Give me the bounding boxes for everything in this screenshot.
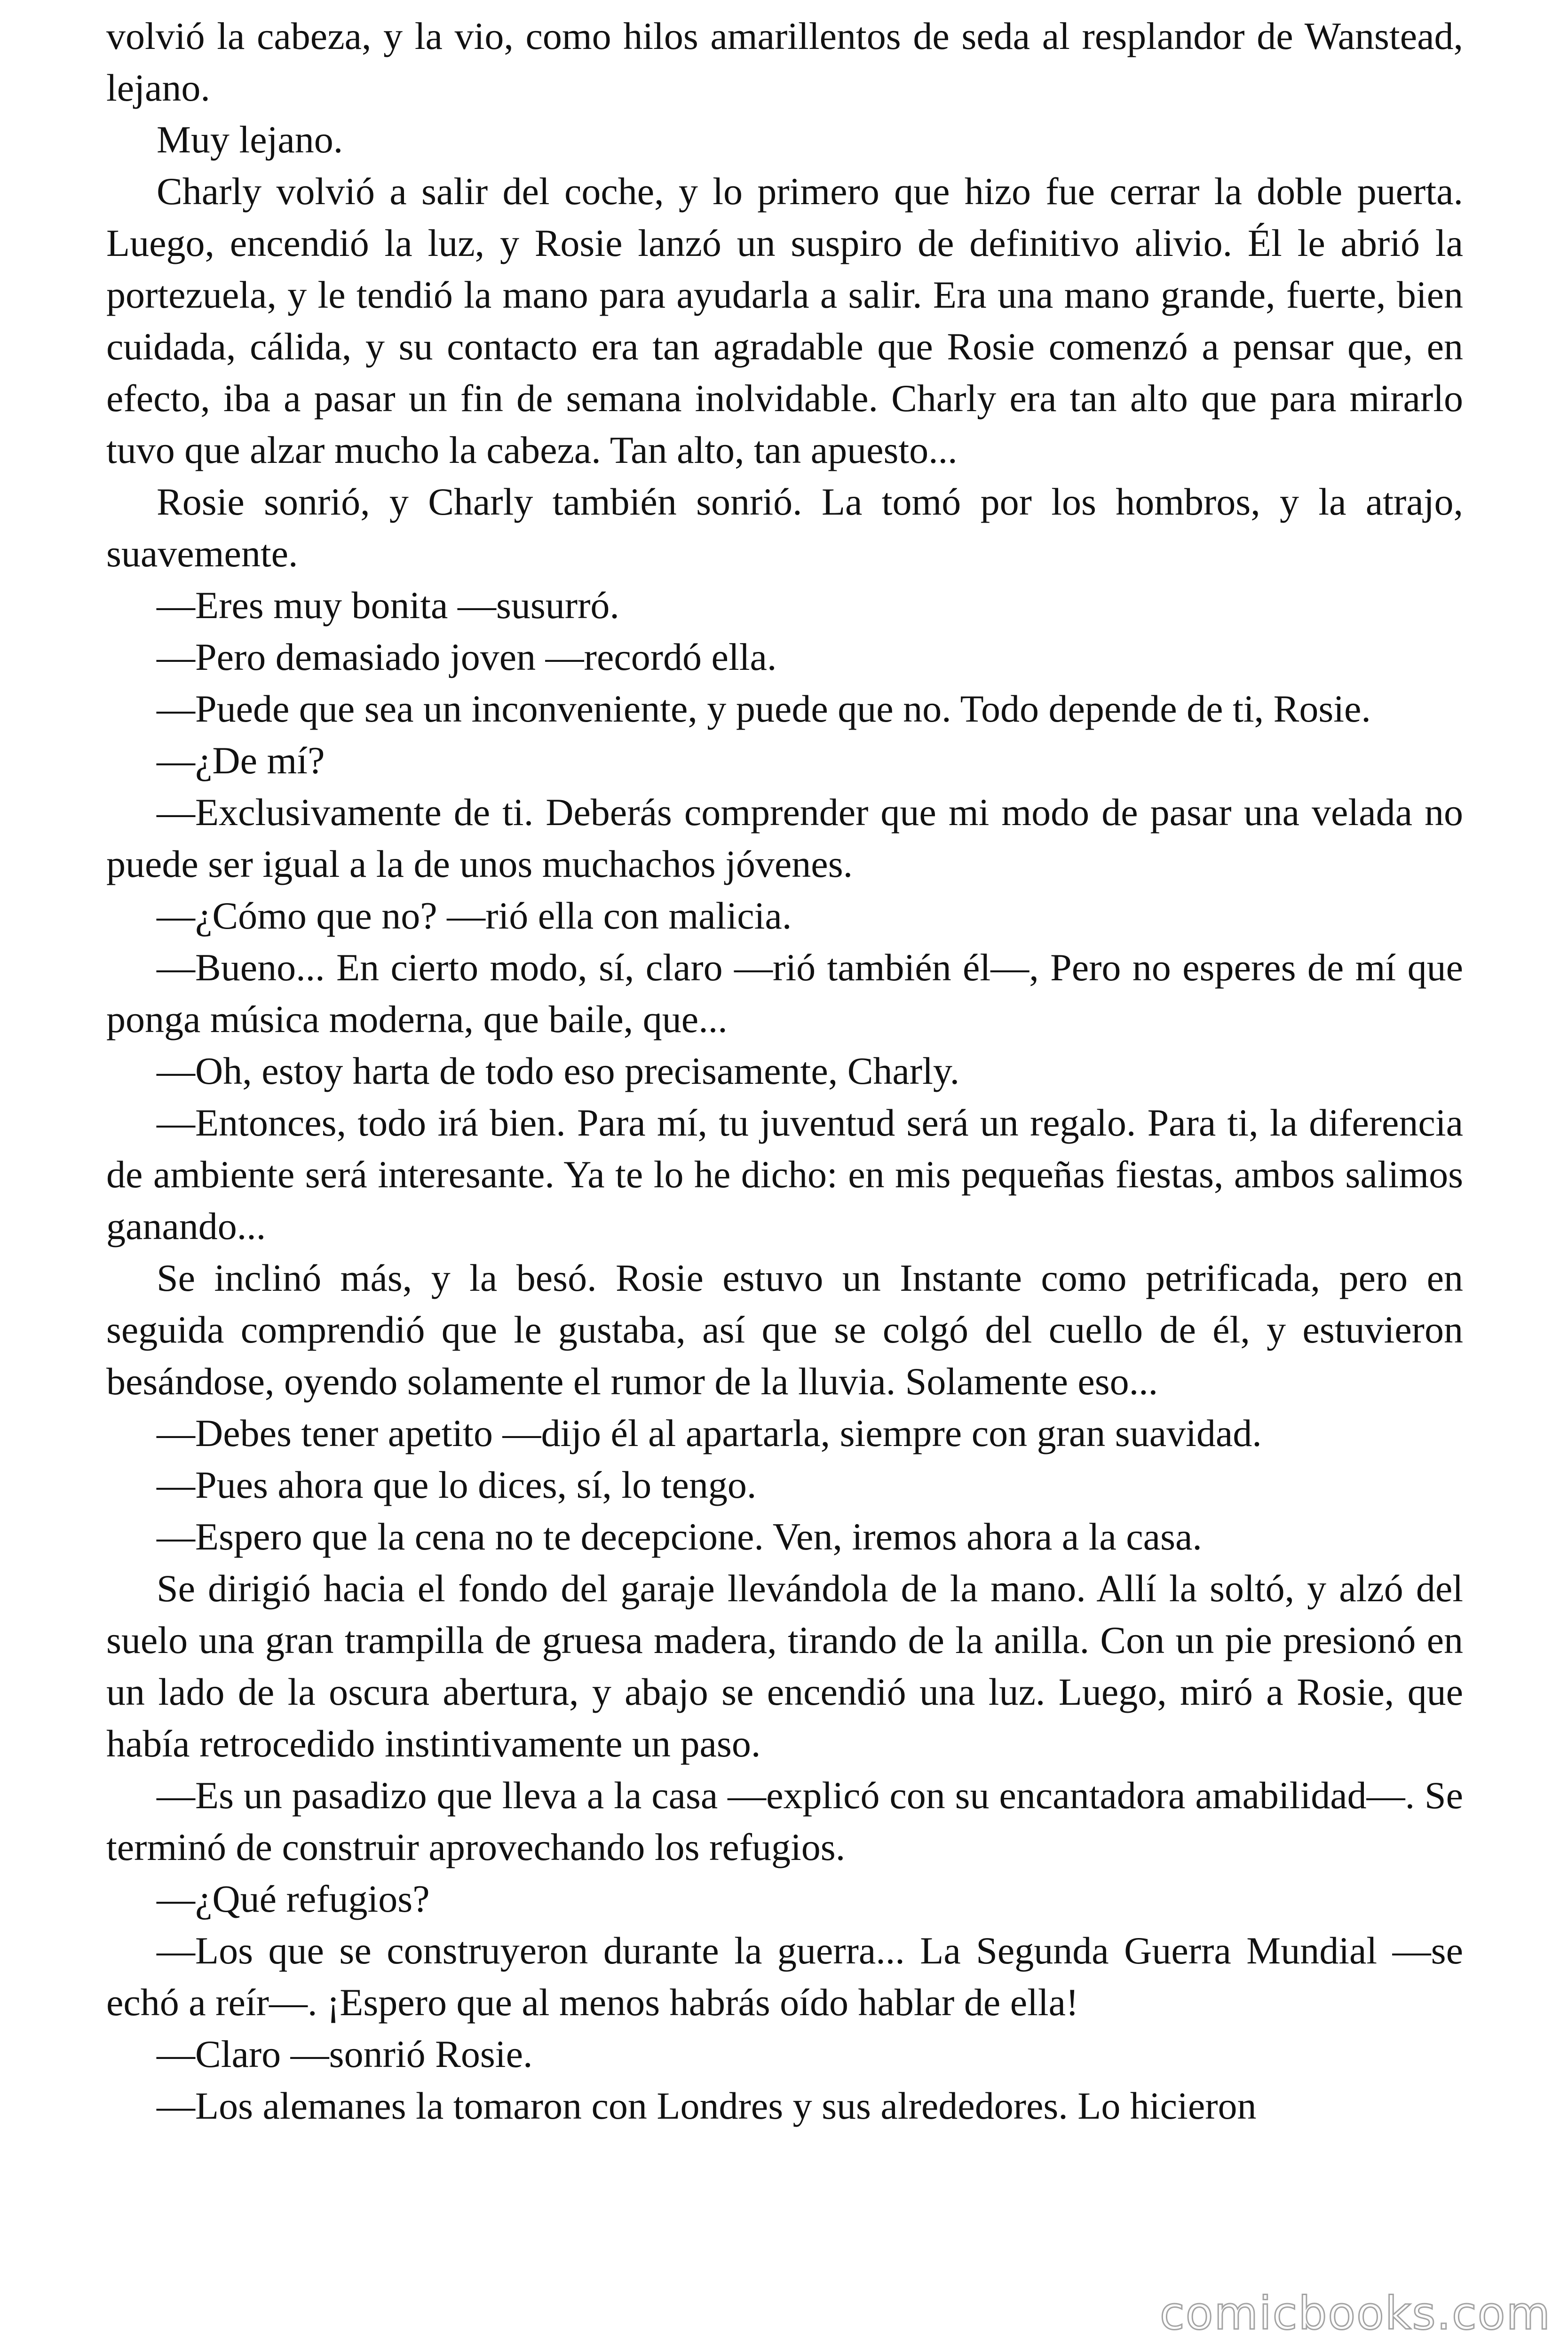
paragraph: Se dirigió hacia el fondo del garaje llevándola de la mano. Allí la soltó, y alzó del suelo una gran trampilla de gruesa madera, tirando de la anilla. Con un pie presionó en un lado de la oscura abertura, y abajo se encendió una luz. Luego, miró a Rosie, que había retrocedido instintivamente un paso. [106, 1567, 1463, 1765]
watermark: comicbooks.com [1157, 2287, 1554, 2340]
paragraph: Muy lejano. [157, 118, 343, 161]
dialogue-line: —Los que se construyeron durante la guerra... La Segunda Guerra Mundial —se echó a reír—. ¡Espero que al menos habrás oído hablar de ella! [106, 1929, 1463, 2024]
dialogue-line: —Eres muy bonita —susurró. [157, 584, 619, 627]
dialogue-line: —Claro —sonrió Rosie. [157, 2033, 533, 2075]
dialogue-line: —Pues ahora que lo dices, sí, lo tengo. [157, 1463, 757, 1506]
paragraph: Charly volvió a salir del coche, y lo primero que hizo fue cerrar la doble puerta. Luego, encendió la luz, y Rosie lanzó un suspiro de definitivo alivio. Él le abrió la portezuela, y le tendió la mano para ayudarla a salir. Era una mano grande, fuerte, bien cuidada, cálida, y su contacto era tan agradable que Rosie comenzó a pensar que, en efecto, iba a pasar un fin de semana inolvidable. Charly era tan alto que para mirarlo tuvo que alzar mucho la cabeza. Tan alto, tan apuesto... [106, 170, 1463, 471]
dialogue-line: —Espero que la cena no te decepcione. Ven, iremos ahora a la casa. [157, 1515, 1202, 1558]
dialogue-line: —Es un pasadizo que lleva a la casa —explicó con su encantadora amabilidad—. Se terminó de construir aprovechando los refugios. [106, 1774, 1463, 1868]
text-column [106, 10, 1463, 2132]
paragraph: Se inclinó más, y la besó. Rosie estuvo un Instante como petrificada, pero en seguida comprendió que le gustaba, así que se colgó del cuello de él, y estuvieron besándose, oyendo solamente el rumor de la lluvia. Solamente eso... [106, 1256, 1463, 1403]
dialogue-line: —Puede que sea un inconveniente, y puede que no. Todo depende de ti, Rosie. [157, 687, 1371, 730]
paragraph: volvió la cabeza, y la vio, como hilos amarillentos de seda al resplandor de Wanstead, lejano. [106, 15, 1463, 109]
dialogue-line: —Bueno... En cierto modo, sí, claro —rió también él—, Pero no esperes de mí que ponga música moderna, que baile, que... [106, 946, 1463, 1041]
dialogue-line: —¿De mí? [157, 739, 325, 782]
dialogue-line: —Oh, estoy harta de todo eso precisamente, Charly. [157, 1049, 960, 1092]
dialogue-line: —Pero demasiado joven —recordó ella. [157, 636, 777, 678]
paragraph: Rosie sonrió, y Charly también sonrió. La tomó por los hombros, y la atrajo, suavemente. [106, 480, 1463, 575]
dialogue-line: —Exclusivamente de ti. Deberás comprender que mi modo de pasar una velada no puede ser igual a la de unos muchachos jóvenes. [106, 791, 1463, 885]
dialogue-line: —¿Qué refugios? [157, 1877, 430, 1920]
dialogue-line: —¿Cómo que no? —rió ella con malicia. [157, 894, 792, 937]
dialogue-line: —Debes tener apetito —dijo él al apartarla, siempre con gran suavidad. [157, 1412, 1262, 1454]
dialogue-line: —Entonces, todo irá bien. Para mí, tu juventud será un regalo. Para ti, la diferencia de ambiente será interesante. Ya te lo he dicho: en mis pequeñas fiestas, ambos salimos ganando... [106, 1101, 1463, 1248]
dialogue-line: —Los alemanes la tomaron con Londres y sus alrededores. Lo hicieron [157, 2084, 1257, 2127]
